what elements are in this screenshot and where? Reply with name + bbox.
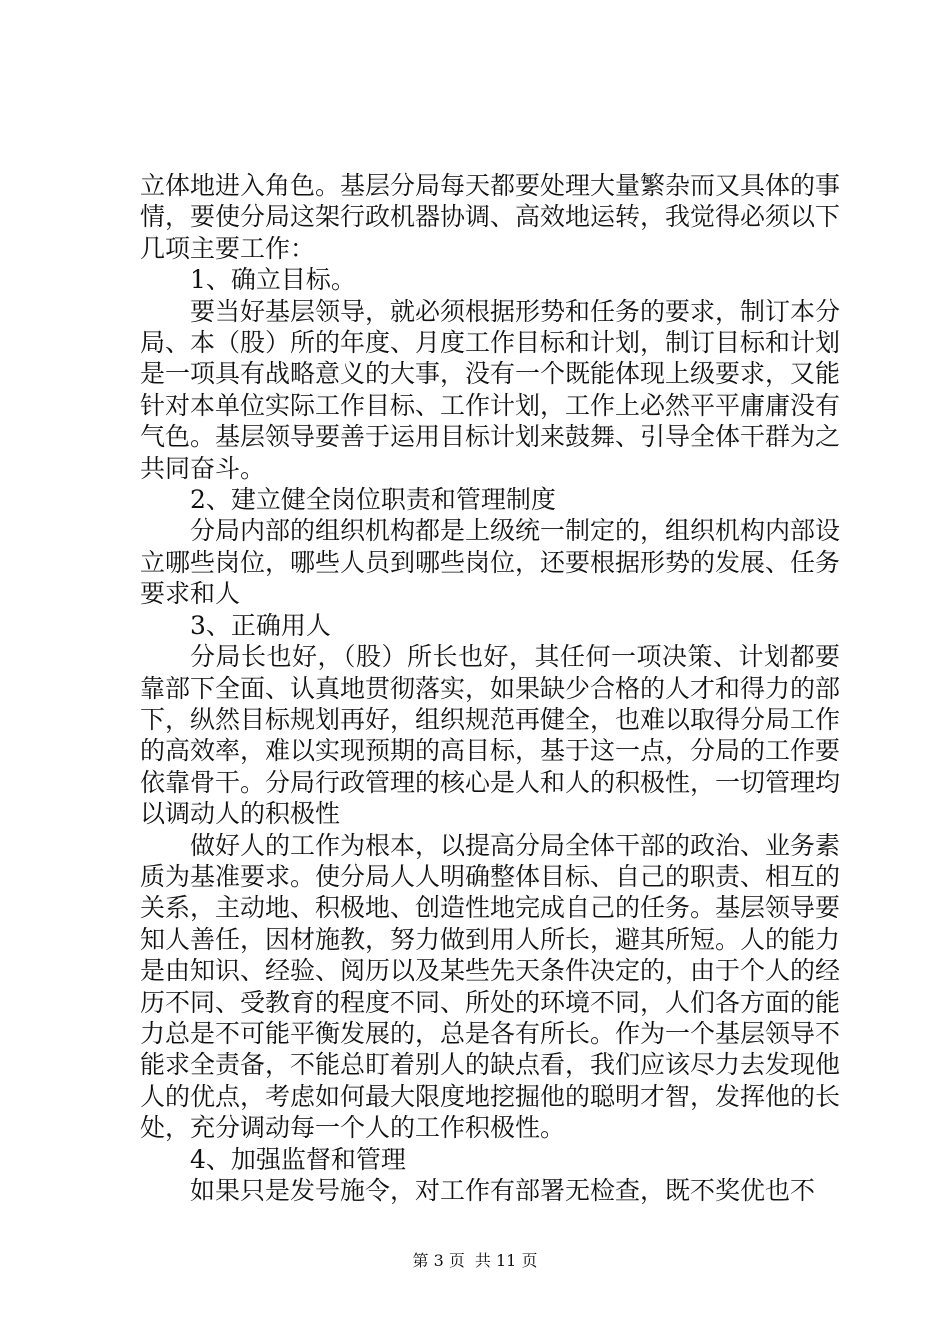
document-body — [140, 170, 840, 1206]
page-total: 共 11 页 — [474, 1251, 538, 1270]
section-3-paragraph-2: 做好人的工作为根本，以提高分局全体干部的政治、业务素质为基准要求。使分局人人明确整体目标、自己的职责、相互的关系，主动地、积极地、创造性地完成自己的任务。基层领导要知人善任，因材施教，努力做到用人所长，避其所短。人的能力是由知识、经验、阅历以及某些先天条件决定的，由于个人的经历不同、受教育的程度不同、所处的环境不同，人们各方面的能力总是不可能平衡发展的，总是各有所长。作为一个基层领导不能求全责备，不能总盯着别人的缺点看，我们应该尽力去发现他人的优点，考虑如何最大限度地挖掘他的聪明才智，发挥他的长处，充分调动每一个人的工作积极性。 — [140, 830, 841, 1143]
section-heading-2: 2、建立健全岗位职责和管理制度 — [190, 485, 556, 515]
section-heading-1: 1、确立目标。 — [190, 265, 356, 295]
section-heading-3: 3、正确用人 — [190, 610, 331, 640]
page-number: 第 3 页 — [412, 1251, 465, 1270]
section-3-paragraph-1: 分局长也好，（股）所长也好，其任何一项决策、计划都要靠部下全面、认真地贯彻落实，如果缺少合格的人才和得力的部下，纵然目标规划再好，组织规范再健全，也难以取得分局工作的高效率，难以实现预期的高目标，基于这一点，分局的工作要依靠骨干。分局行政管理的核心是人和人的积极性，一切管理均以调动人的积极性 — [140, 642, 841, 829]
section-heading-4: 4、加强监督和管理 — [190, 1144, 406, 1174]
intro-paragraph: 立体地进入角色。基层分局每天都要处理大量繁杂而又具体的事情，要使分局这架行政机器协调、高效地运转，我觉得必须以下几项主要工作： — [140, 171, 841, 263]
section-1-paragraph-1: 要当好基层领导，就必须根据形势和任务的要求，制订本分局、本（股）所的年度、月度工作目标和计划，制订目标和计划是一项具有战略意义的大事，没有一个既能体现上级要求，又能针对本单位实际工作目标、工作计划，工作上必然平平庸庸没有气色。基层领导要善于运用目标计划来鼓舞、引导全体干群为之共同奋斗。 — [140, 296, 841, 483]
page-footer — [0, 1248, 950, 1271]
section-4-paragraph-1: 如果只是发号施令，对工作有部署无检查，既不奖优也不 — [190, 1176, 816, 1205]
section-2-paragraph-1: 分局内部的组织机构都是上级统一制定的，组织机构内部设立哪些岗位，哪些人员到哪些岗位，还要根据形势的发展、任务要求和人 — [140, 516, 841, 609]
